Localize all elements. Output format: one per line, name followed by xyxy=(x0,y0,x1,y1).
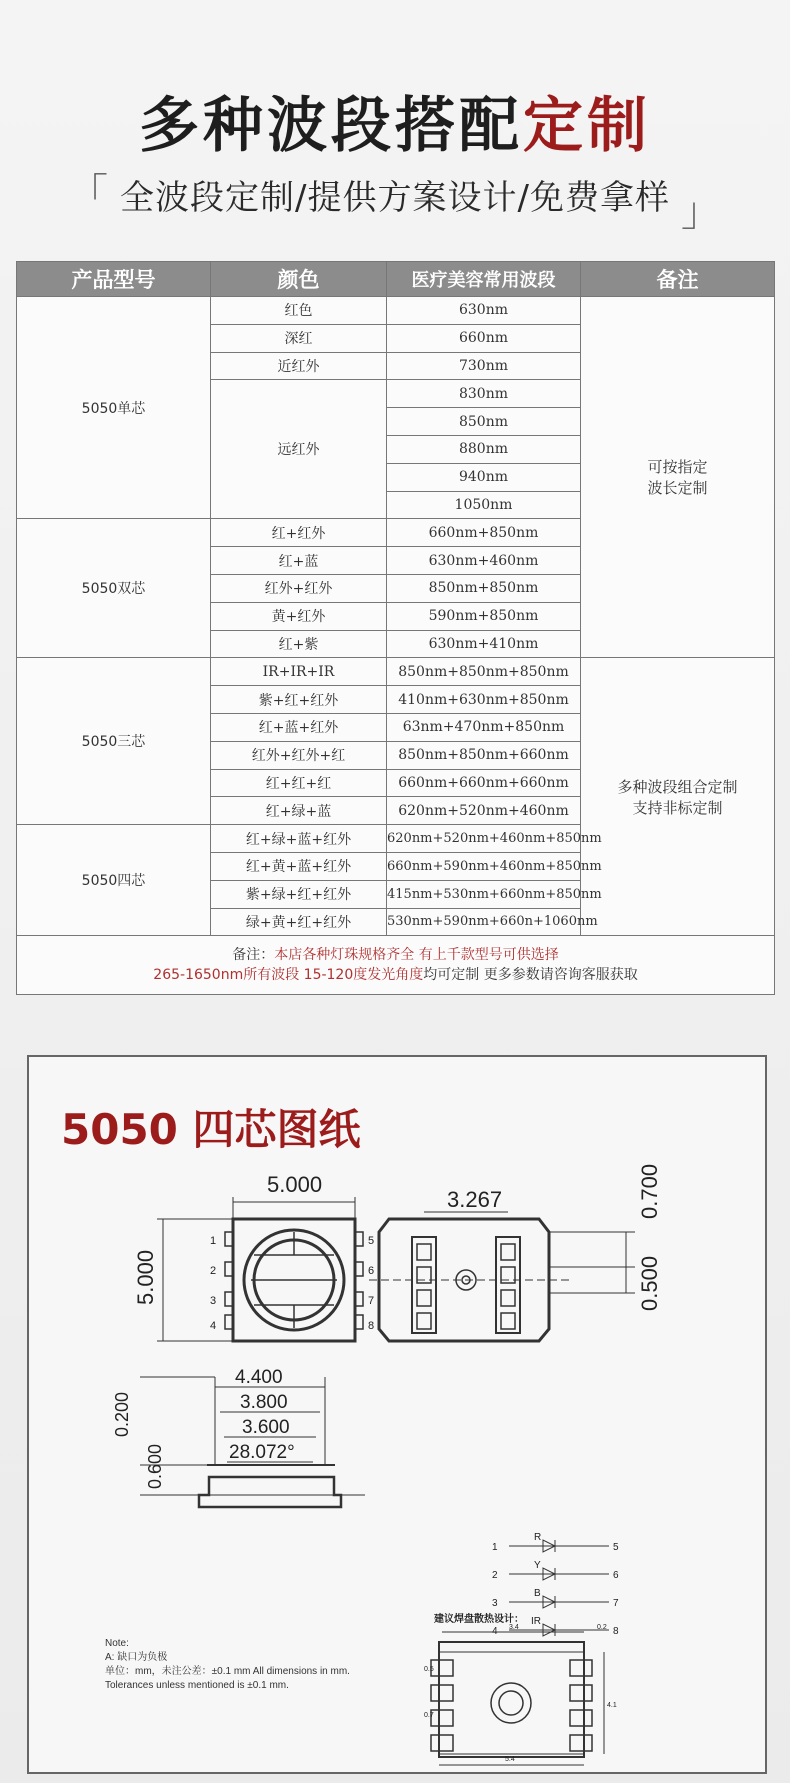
subtitle xyxy=(60,170,730,235)
dimension-drawing xyxy=(27,1055,767,1774)
color-cell: 红+蓝+红外 xyxy=(211,713,387,741)
dim-4400: 4.400 xyxy=(235,1367,283,1388)
pin-label: 6 xyxy=(368,1265,375,1277)
band-cell: 620nm+520nm+460nm+850nm xyxy=(387,825,581,853)
pin-label: 4 xyxy=(210,1320,217,1332)
dim-angle: 28.072° xyxy=(229,1442,295,1463)
table-footer xyxy=(17,936,775,995)
header-model: 产品型号 xyxy=(17,262,211,297)
diode-pin: 5 xyxy=(613,1542,619,1553)
band-cell: 530nm+590nm+660n+1060nm xyxy=(387,908,581,936)
pad-dim-bottom: 5.4 xyxy=(505,1756,515,1763)
pad-dim-corner: 0.2 xyxy=(597,1624,607,1631)
dim-0700: 0.700 xyxy=(637,1163,662,1219)
color-cell: 远红外 xyxy=(211,380,387,519)
header-note: 备注 xyxy=(581,262,775,297)
band-cell: 850nm xyxy=(387,408,581,436)
table-header-row xyxy=(17,262,775,297)
pad-dim-left1: 0.5 xyxy=(424,1666,434,1673)
dim-0600: 0.600 xyxy=(145,1443,165,1489)
band-cell: 415nm+530nm+660nm+850nm xyxy=(387,880,581,908)
pin-label: 7 xyxy=(368,1295,375,1307)
diode-pin: 4 xyxy=(492,1626,498,1637)
spec-table xyxy=(16,261,775,995)
band-cell: 620nm+520nm+460nm xyxy=(387,797,581,825)
footer-red-line2: 265-1650nm所有波段 15-120度发光角度 xyxy=(153,967,424,984)
band-cell: 63nm+470nm+850nm xyxy=(387,713,581,741)
model-cell: 5050双芯 xyxy=(17,519,211,658)
band-cell: 850nm+850nm+850nm xyxy=(387,658,581,686)
pad-dim-top: 3.4 xyxy=(509,1624,519,1631)
color-cell: 紫+绿+红+红外 xyxy=(211,880,387,908)
diode-pin: 2 xyxy=(492,1570,498,1581)
band-cell: 590nm+850nm xyxy=(387,602,581,630)
band-cell: 630nm xyxy=(387,297,581,325)
note-line: 单位：mm，未注公差：±0.1 mm All dimensions in mm. xyxy=(105,1666,350,1677)
table-row xyxy=(17,297,775,325)
band-cell: 660nm xyxy=(387,324,581,352)
color-cell: 红+红外 xyxy=(211,519,387,547)
led-label: IR xyxy=(531,1616,541,1627)
model-cell: 5050单芯 xyxy=(17,297,211,519)
subtitle-text: 全波段定制/提供方案设计/免费拿样 xyxy=(120,178,670,218)
pad-title: 建议焊盘散热设计： xyxy=(434,1614,524,1625)
pad-dim-right: 4.1 xyxy=(607,1702,617,1709)
color-cell: 红+红+红 xyxy=(211,769,387,797)
color-cell: 红色 xyxy=(211,297,387,325)
pin-label: 8 xyxy=(368,1320,375,1332)
dim-0500: 0.500 xyxy=(637,1255,662,1311)
note-line: A: 缺口为负极 xyxy=(105,1652,168,1663)
band-cell: 850nm+850nm xyxy=(387,574,581,602)
drawing-notes xyxy=(105,1637,350,1693)
note-cell-custom-wavelength: 可按指定 波长定制 xyxy=(581,297,775,658)
side-view xyxy=(369,1212,635,1341)
drawing-title: 5050 四芯图纸 xyxy=(61,1105,361,1154)
band-cell: 660nm+660nm+660nm xyxy=(387,769,581,797)
footer-prefix: 备注： xyxy=(232,947,275,964)
note-line: Tolerances unless mentioned is ±0.1 mm. xyxy=(105,1680,289,1691)
color-cell: 深红 xyxy=(211,324,387,352)
color-cell: 近红外 xyxy=(211,352,387,380)
pad-dim-left2: 0.7 xyxy=(424,1712,434,1719)
diode-pin: 6 xyxy=(613,1570,619,1581)
led-label: Y xyxy=(534,1560,541,1571)
note-line: Note: xyxy=(105,1638,129,1649)
color-cell: 红外+红外+红 xyxy=(211,741,387,769)
band-cell: 1050nm xyxy=(387,491,581,519)
model-cell: 5050三芯 xyxy=(17,658,211,825)
diode-pin: 7 xyxy=(613,1598,619,1609)
page-title xyxy=(0,78,790,164)
band-cell: 880nm xyxy=(387,435,581,463)
band-cell: 630nm+410nm xyxy=(387,630,581,658)
diode-schematic xyxy=(509,1540,609,1636)
band-cell: 830nm xyxy=(387,380,581,408)
color-cell: 黄+红外 xyxy=(211,602,387,630)
dim-pad-span: 3.267 xyxy=(447,1187,503,1212)
diode-pin: 8 xyxy=(613,1626,619,1637)
band-cell: 850nm+850nm+660nm xyxy=(387,741,581,769)
led-label: B xyxy=(534,1588,541,1599)
subtitle-close-bracket: 」 xyxy=(681,189,722,235)
note-cell-combo-custom: 多种波段组合定制 支持非标定制 xyxy=(581,658,775,936)
color-cell: 红+黄+蓝+红外 xyxy=(211,852,387,880)
color-cell: IR+IR+IR xyxy=(211,658,387,686)
top-view xyxy=(157,1197,363,1341)
header-color: 颜色 xyxy=(211,262,387,297)
led-label: R xyxy=(534,1532,542,1543)
pad-layout xyxy=(431,1632,604,1765)
band-cell: 660nm+850nm xyxy=(387,519,581,547)
title-highlight: 定制 xyxy=(523,91,651,161)
color-cell: 红+绿+蓝+红外 xyxy=(211,825,387,853)
dim-top-width: 5.000 xyxy=(267,1172,323,1197)
dim-3600: 3.600 xyxy=(242,1417,290,1438)
color-cell: 红外+红外 xyxy=(211,574,387,602)
diode-pin: 1 xyxy=(492,1542,498,1553)
color-cell: 红+蓝 xyxy=(211,547,387,575)
color-cell: 绿+黄+红+红外 xyxy=(211,908,387,936)
footer-black: 均可定制 更多参数请咨询客服获取 xyxy=(423,967,638,984)
dim-0200: 0.200 xyxy=(112,1391,132,1437)
pin-label: 1 xyxy=(210,1235,217,1247)
table-footer-row xyxy=(17,936,775,995)
dim-side-height: 5.000 xyxy=(133,1249,158,1305)
model-cell: 5050四芯 xyxy=(17,825,211,936)
band-cell: 730nm xyxy=(387,352,581,380)
footer-red-line1: 本店各种灯珠规格齐全 有上千款型号可供选择 xyxy=(274,947,559,964)
band-cell: 940nm xyxy=(387,463,581,491)
pin-label: 5 xyxy=(368,1235,375,1247)
color-cell: 红+绿+蓝 xyxy=(211,797,387,825)
band-cell: 660nm+590nm+460nm+850nm xyxy=(387,852,581,880)
dim-3800: 3.800 xyxy=(240,1392,288,1413)
color-cell: 红+紫 xyxy=(211,630,387,658)
pin-label: 2 xyxy=(210,1265,217,1277)
header-band: 医疗美容常用波段 xyxy=(387,262,581,297)
band-cell: 410nm+630nm+850nm xyxy=(387,686,581,714)
diode-pin: 3 xyxy=(492,1598,498,1609)
color-cell: 紫+红+红外 xyxy=(211,686,387,714)
band-cell: 630nm+460nm xyxy=(387,547,581,575)
pin-label: 3 xyxy=(210,1295,217,1307)
subtitle-open-bracket: 「 xyxy=(68,171,109,217)
title-main: 多种波段搭配 xyxy=(139,91,523,161)
table-row xyxy=(17,658,775,686)
